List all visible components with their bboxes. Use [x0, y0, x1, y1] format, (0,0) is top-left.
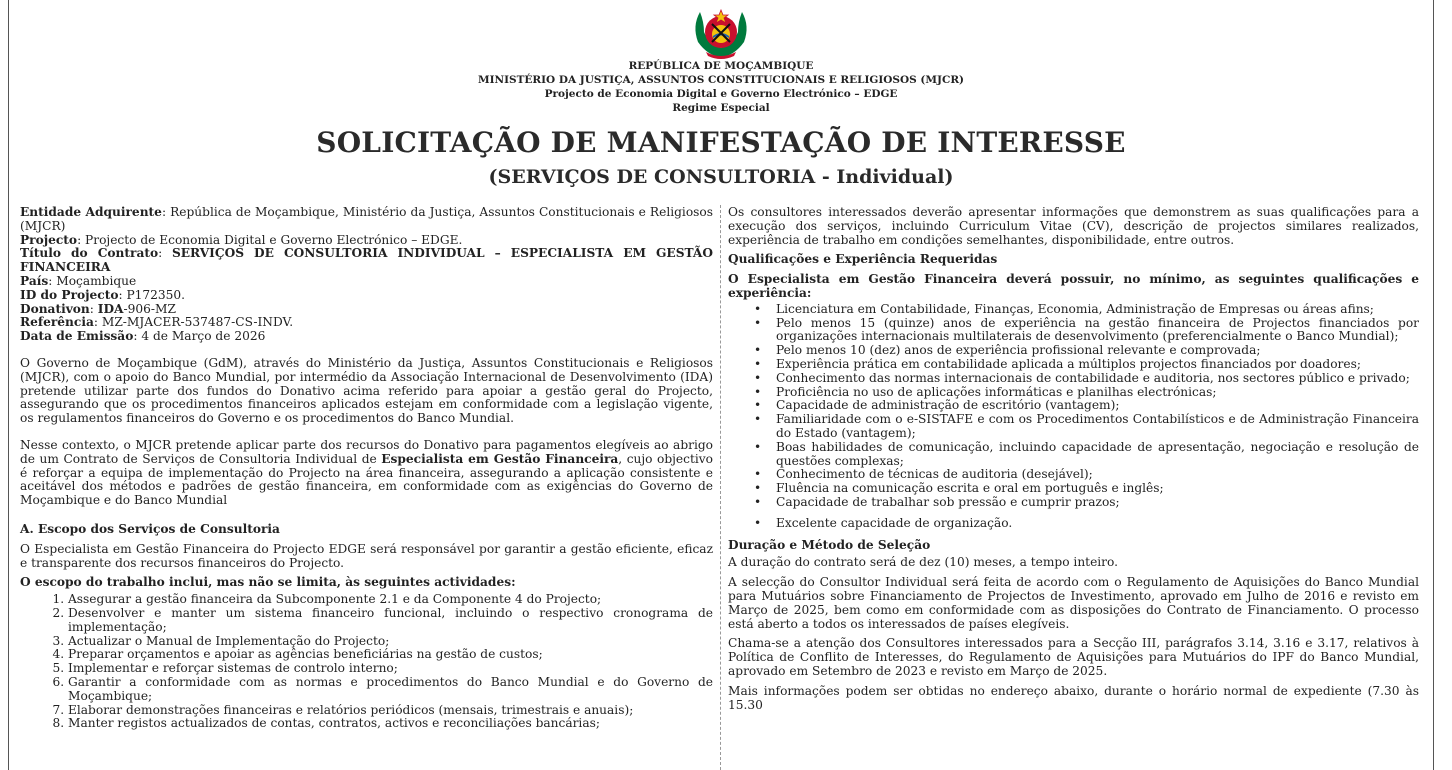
- info-row: Referência: MZ-MJACER-537487-CS-INDV.: [20, 315, 294, 330]
- list-item: • Capacidade de trabalhar sob pressão e cumprir prazos;: [776, 496, 1419, 510]
- info-label: Projecto: [20, 232, 78, 247]
- header-regime: Regime Especial: [672, 102, 770, 114]
- info-row: Título do Contrato: SERVIÇOS DE CONSULTORIA INDIVIDUAL – ESPECIALISTA EM GESTÃO FINANCEIRA: [20, 246, 714, 275]
- info-value: Moçambique: [56, 273, 137, 288]
- header-ministry: MINISTÉRIO DA JUSTIÇA, ASSUNTOS CONSTITUCIONAIS E RELIGIOSOS (MJCR): [477, 74, 965, 86]
- column-divider: [720, 205, 721, 770]
- info-value: P172350.: [126, 287, 186, 302]
- list-item: • Conhecimento das normas internacionais de contabilidade e auditoria, nos sectores público e privado;: [776, 372, 1419, 386]
- list-item: • Pelo menos 15 (quinze) anos de experiência na gestão financeira de Projectos financiados por organizações internacionais multilaterais de desenvolvimento (preferencialmente o Banco Mundial);: [776, 317, 1419, 345]
- info-value: -906-MZ: [123, 301, 176, 316]
- list-item: • Experiência prática em contabilidade aplicada a múltiplos projectos financiados por doadores;: [776, 358, 1419, 372]
- right-intro: Os consultores interessados deverão apresentar informações que demonstrem as suas qualificações para a execução dos serviços, incluindo Curriculum Vitae (CV), descrição de projectos similares realizados, experiência de trabalho em condições semelhantes, disponibilidade, entre outros.: [728, 205, 1419, 247]
- list-item: 1. Assegurar a gestão financeira da Subcomponente 2.1 e da Componente 4 do Projecto;: [68, 593, 713, 607]
- info-block: [20, 206, 713, 344]
- header-project: Projecto de Economia Digital e Governo Electrónico – EDGE: [544, 88, 898, 100]
- info-row: Entidade Adquirente: República de Moçambique, Ministério da Justiça, Assuntos Constitucionais e Religiosos (MJCR): [20, 205, 714, 233]
- info-value: SERVIÇOS DE CONSULTORIA INDIVIDUAL – ESPECIALISTA EM GESTÃO FINANCEIRA: [20, 246, 714, 275]
- contact-text: Mais informações podem ser obtidas no endereço abaixo, durante o horário normal de expediente (7.30 às 15.30: [728, 683, 1419, 712]
- scope-list: [20, 593, 713, 731]
- list-item: 4. Preparar orçamentos e apoiar as agências beneficiárias na gestão de custos;: [68, 648, 713, 662]
- info-value: 4 de Março de 2026: [141, 329, 266, 344]
- info-label: País: [20, 273, 49, 288]
- list-item: 7. Elaborar demonstrações financeiras e relatórios periódicos (mensais, trimestrais e anuais);: [68, 704, 713, 718]
- list-item: • Pelo menos 10 (dez) anos de experiência profissional relevante e comprovada;: [776, 344, 1419, 358]
- info-value: Projecto de Economia Digital e Governo Electrónico – EDGE.: [85, 232, 463, 247]
- list-item: 6. Garantir a conformidade com as normas e procedimentos do Banco Mundial e do Governo de Moçambique;: [68, 676, 713, 704]
- info-row: ID do Projecto: P172350.: [20, 287, 186, 302]
- info-value: MZ-MJACER-537487-CS-INDV.: [101, 315, 294, 330]
- info-value: República de Moçambique, Ministério da Justiça, Assuntos Constitucionais e Religiosos (MJCR): [20, 205, 714, 233]
- list-item: • Licenciatura em Contabilidade, Finanças, Economia, Administração de Empresas ou áreas afins;: [776, 303, 1419, 317]
- info-label: Título do Contrato: [20, 246, 159, 261]
- qualifications-lead: O Especialista em Gestão Financeira deverá possuir, no mínimo, as seguintes qualificações e experiência:: [728, 272, 1419, 300]
- info-row: País: Moçambique: [20, 273, 137, 288]
- conflict-text: Chama-se a atenção dos Consultores interessados para a Secção III, parágrafos 3.14, 3.16 e 3.17, relativos à Política de Conflito de Interesses, do Regulamento de Aquisições para Mutuários do IPF do Banco Mundial, aprovado em Setembro de 2023 e revisto em Março de 2025.: [728, 636, 1419, 678]
- list-item: 8. Manter registos actualizados de contas, contratos, activos e reconciliações bancárias;: [68, 717, 713, 731]
- scope-text: O Especialista em Gestão Financeira do Projecto EDGE será responsável por garantir a gestão eficiente, eficaz e transparente dos recursos financeiros do Projecto.: [20, 541, 713, 570]
- qualifications-heading: Qualificações e Experiência Requeridas: [728, 252, 998, 267]
- list-item: • Excelente capacidade de organização.: [776, 517, 1419, 531]
- document-header: [0, 59, 1442, 115]
- list-item: 3. Actualizar o Manual de Implementação do Projecto;: [68, 635, 713, 649]
- duration-heading: Duração e Método de Seleção: [728, 537, 931, 552]
- context-paragraph: Nesse contexto, o MJCR pretende aplicar parte dos recursos do Donativo para pagamentos elegíveis ao abrigo de um Contrato de Serviços de Consultoria Individual de Especialista em Gestão Financeira, cujo objectivo é reforçar a equipa de implementação do Projecto na área financeira, assegurando a aplicação consistente e aceitável dos métodos e padrões de gestão financeira, em conformidade com as exigências do Governo de Moçambique e do Banco Mundial: [20, 437, 713, 508]
- duration-text: A duração do contrato será de dez (10) meses, a tempo inteiro.: [728, 555, 1119, 570]
- header-country: REPÚBLICA DE MOÇAMBIQUE: [628, 60, 814, 72]
- list-item: 5. Implementar e reforçar sistemas de controlo interno;: [68, 662, 713, 676]
- list-item: • Conhecimento de técnicas de auditoria (desejável);: [776, 468, 1419, 482]
- info-label: Donativon: [20, 301, 90, 316]
- info-label: Referência: [20, 315, 94, 330]
- page-title: SOLICITAÇÃO DE MANIFESTAÇÃO DE INTERESSE: [316, 126, 1126, 159]
- scope-heading: A. Escopo dos Serviços de Consultoria: [20, 521, 280, 536]
- list-item: • Boas habilidades de comunicação, incluindo capacidade de apresentação, negociação e resolução de questões complexas;: [776, 441, 1419, 469]
- list-item: • Proficiência no uso de aplicações informáticas e planilhas electrónicas;: [776, 386, 1419, 400]
- scope-list-heading: O escopo do trabalho inclui, mas não se limita, às seguintes actividades:: [20, 575, 516, 590]
- left-column: [20, 206, 713, 731]
- info-row: Projecto: Projecto de Economia Digital e Governo Electrónico – EDGE.: [20, 232, 463, 247]
- right-column: [728, 206, 1419, 712]
- list-item: 2. Desenvolver e manter um sistema financeiro funcional, incluindo o respectivo cronograma de implementação;: [68, 607, 713, 635]
- info-label: ID do Projecto: [20, 287, 119, 302]
- info-row: Donativon: IDA-906-MZ: [20, 301, 176, 316]
- info-label: Entidade Adquirente: [20, 205, 162, 219]
- info-label: Data de Emissão: [20, 329, 134, 344]
- qualifications-list: [728, 303, 1419, 531]
- list-item: • Capacidade de administração de escritório (vantagem);: [776, 399, 1419, 413]
- list-item: • Fluência na comunicação escrita e oral em português e inglês;: [776, 482, 1419, 496]
- info-row: Data de Emissão: 4 de Março de 2026: [20, 329, 266, 344]
- intro-paragraph: O Governo de Moçambique (GdM), através do Ministério da Justiça, Assuntos Constitucionais e Religiosos (MJCR), com o apoio do Banco Mundial, por intermédio da Associação Internacional de Desenvolvimento (IDA) pretende utilizar parte dos fundos do Donativo acima referido para apoiar a gestão geral do Projecto, assegurando que os procedimentos financeiros aplicados estejam em conformidade com a legislação vigente, os regulamentos financeiros do Governo e os procedimentos do Banco Mundial.: [20, 355, 713, 426]
- page-subtitle: (SERVIÇOS DE CONSULTORIA - Individual): [488, 166, 954, 188]
- coat-of-arms-icon: [690, 2, 752, 60]
- list-item: • Familiaridade com o e-SISTAFE e com os Procedimentos Contabilísticos e de Administração Financeira do Estado (vantagem);: [776, 413, 1419, 441]
- selection-text: A selecção do Consultor Individual será feita de acordo com o Regulamento de Aquisições do Banco Mundial para Mutuários sobre Financiamento de Projectos de Investimento, aprovado em Julho de 2016 e revisto em Março de 2025, bem como em conformidade com as disposições do Contrato de Financiamento. O processo está aberto a todos os interessados de países elegíveis.: [728, 575, 1419, 631]
